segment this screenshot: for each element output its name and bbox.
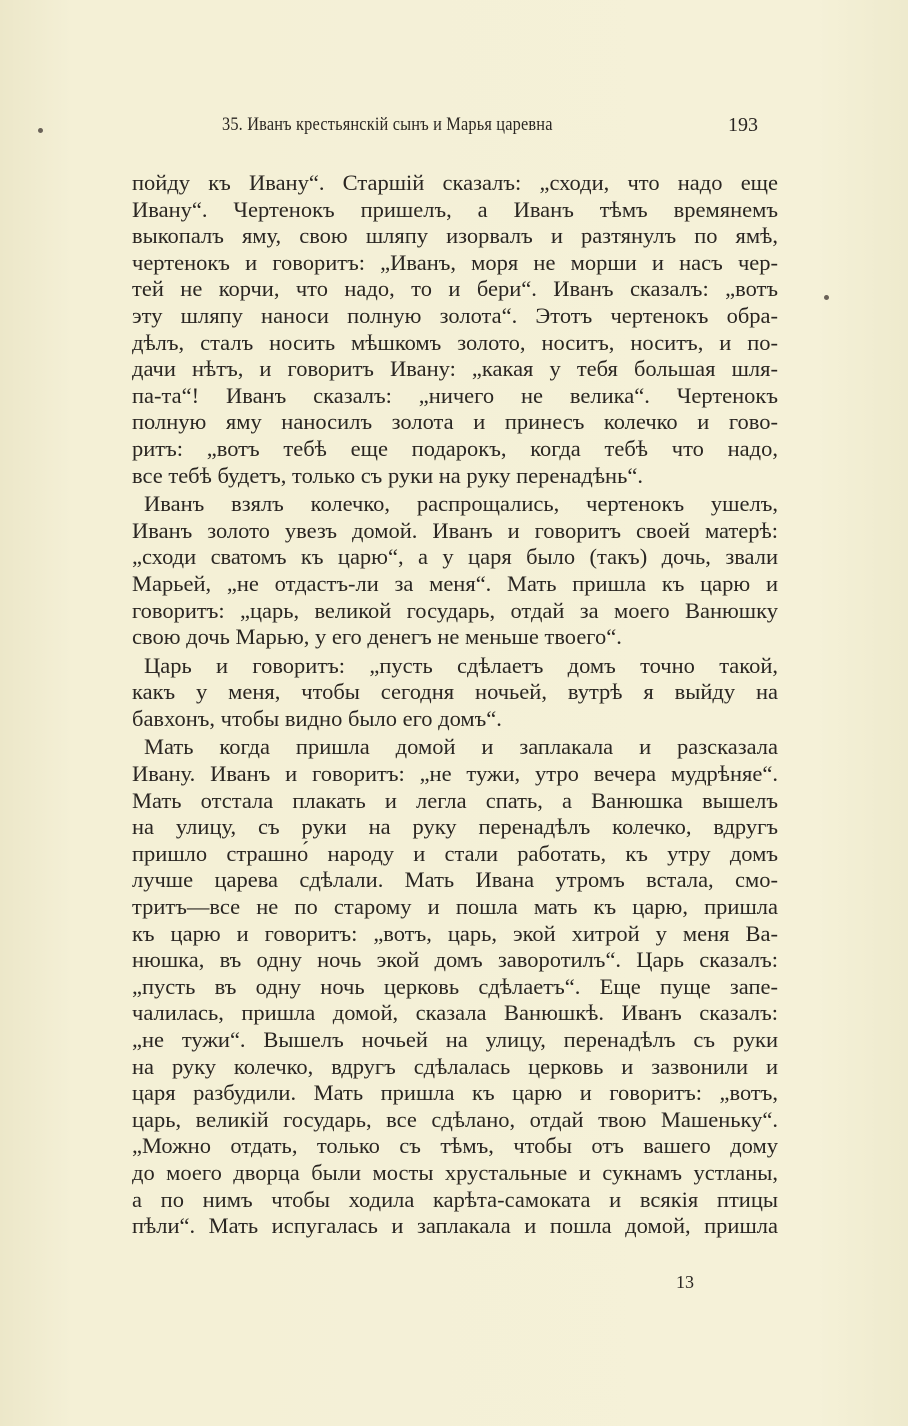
paragraph	[132, 653, 778, 733]
text-line: царь, великій государь, все сдѣлано, отдай твою Машеньку“.	[132, 1106, 778, 1132]
body-text	[132, 170, 778, 1242]
text-line: къ царю и говоритъ: „вотъ, царь, экой хитрой у меня Ва-	[132, 920, 778, 946]
text-line: ритъ: „вотъ тебѣ еще подарокъ, когда тебѣ что надо,	[132, 435, 778, 461]
text-line: бавхонъ, чтобы видно было его домъ“.	[132, 705, 502, 731]
text-line: эту шляпу наноси полную золота“. Этотъ чертенокъ обра-	[132, 302, 778, 328]
text-line: свою дочь Марью, у его денегъ не меньше твоего“.	[132, 624, 622, 650]
text-line: Мать когда пришла домой и заплакала и разсказала	[144, 734, 778, 760]
text-line: все тебѣ будетъ, только съ руки на руку перенадѣнь“.	[132, 462, 643, 488]
text-line: Марьей, „не отдастъ-ли за меня“. Мать пришла къ царю и	[132, 570, 778, 596]
text-line: па-та“! Иванъ сказалъ: „ничего не велика“. Чертенокъ	[132, 382, 778, 408]
text-line: до моего дворца были мосты хрустальные и сукнамъ устланы,	[132, 1159, 778, 1185]
text-line: полную яму наносилъ золота и принесъ колечко и гово-	[132, 409, 778, 435]
scan-speck	[38, 128, 43, 133]
text-line: выкопалъ яму, свою шляпу изорвалъ и разтянулъ по ямѣ,	[132, 223, 778, 249]
text-line: „пусть въ одну ночь церковь сдѣлаетъ“. Еще пуще запе-	[132, 973, 778, 999]
text-line: пришло страшно́ народу и стали работать, къ утру домъ	[132, 840, 778, 866]
text-line: на руку колечко, вдругъ сдѣлалась церковь и зазвонили и	[132, 1053, 778, 1079]
signature-mark: 13	[676, 1272, 694, 1292]
text-line: Иванъ взялъ колечко, распрощались, чертенокъ ушелъ,	[144, 491, 778, 517]
text-line: Иванъ золото увезъ домой. Иванъ и говоритъ своей матерѣ:	[132, 517, 778, 543]
text-line: пѣли“. Мать испугалась и заплакала и пошла домой, пришла	[132, 1213, 778, 1239]
text-line: говоритъ: „царь, великой государь, отдай за моего Ванюшку	[132, 597, 778, 623]
text-line: чалилась, пришла домой, сказала Ванюшкѣ. Иванъ сказалъ:	[132, 1000, 778, 1026]
text-line: а по нимъ чтобы ходила карѣта-самоката и всякія птицы	[132, 1186, 778, 1212]
text-line: Ивану. Иванъ и говоритъ: „не тужи, утро вечера мудрѣняе“.	[132, 761, 778, 787]
scan-speck	[824, 295, 829, 300]
text-line: „не тужи“. Вышелъ ночьей на улицу, перенадѣлъ съ руки	[132, 1027, 778, 1052]
paragraph	[132, 170, 778, 489]
paragraph	[132, 734, 778, 1239]
text-line: нюшка, въ одну ночь экой домъ заворотилъ“. Царь сказалъ:	[132, 947, 778, 973]
text-line: Ивану“. Чертенокъ пришелъ, а Иванъ тѣмъ времянемъ	[132, 196, 778, 222]
text-line: „сходи сватомъ къ царю“, а у царя было (такъ) дочь, звали	[132, 544, 778, 570]
text-line: пойду къ Ивану“. Старшій сказалъ: „сходи, что надо еще	[132, 170, 778, 195]
text-line: дѣлъ, сталъ носить мѣшкомъ золото, носитъ, носитъ, и по-	[132, 329, 778, 355]
chapter-title: 35. Иванъ крестьянскій сынъ и Марья царевна	[222, 114, 553, 135]
text-line: царя разбудили. Мать пришла къ царю и говоритъ: „вотъ,	[132, 1080, 778, 1106]
paragraph	[132, 491, 778, 651]
text-line: какъ у меня, чтобы сегодня ночьей, вутрѣ я выйду на	[132, 679, 778, 705]
text-line: лучше царева сдѣлали. Мать Ивана утромъ встала, смо-	[132, 867, 778, 893]
text-line: тей не корчи, что надо, то и бери“. Иванъ сказалъ: „вотъ	[132, 276, 778, 302]
text-line: дачи нѣтъ, и говоритъ Ивану: „какая у тебя большая шля-	[132, 356, 778, 382]
text-line: Царь и говоритъ: „пусть сдѣлаетъ домъ точно такой,	[144, 652, 778, 678]
text-line: Мать отстала плакать и легла спать, а Ванюшка вышелъ	[132, 787, 778, 813]
running-header	[132, 114, 778, 142]
text-line: на улицу, съ руки на руку перенадѣлъ колечко, вдругъ	[132, 814, 778, 840]
text-line: „Можно отдать, только съ тѣмъ, чтобы отъ вашего дому	[132, 1133, 778, 1159]
page-number: 193	[728, 114, 758, 136]
text-line: чертенокъ и говоритъ: „Иванъ, моря не морши и насъ чер-	[132, 249, 778, 275]
text-line: тритъ—все не по старому и пошла мать къ царю, пришла	[132, 894, 778, 920]
